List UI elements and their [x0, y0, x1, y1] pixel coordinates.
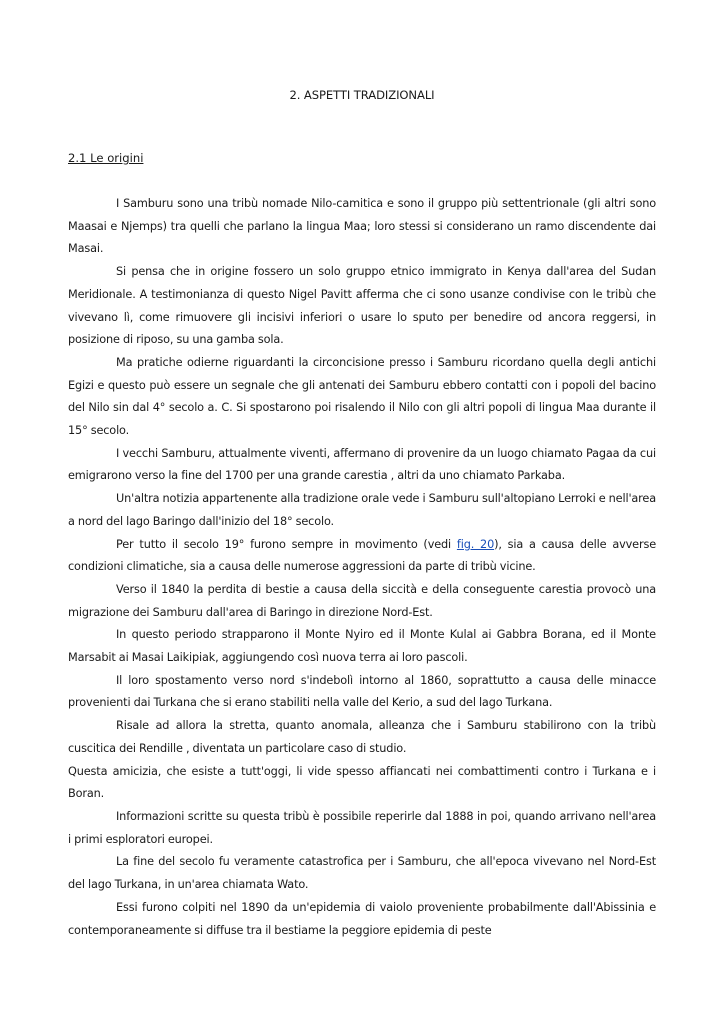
body-text [68, 193, 656, 942]
paragraph: Il loro spostamento verso nord s'indebolì intorno al 1860, soprattutto a causa delle minacce provenienti dai Turkana che si erano stabiliti nella valle del Kerio, a sud del lago Turkana. [68, 673, 656, 710]
paragraph: La fine del secolo fu veramente catastrofica per i Samburu, che all'epoca vivevano nel Nord-Est del lago Turkana, in un'area chiamata Wato. [68, 855, 656, 892]
paragraph-text: ), sia a causa delle avverse condizioni climatiche, sia a causa delle numerose aggressioni da parte di tribù vicine. [68, 537, 656, 574]
section-heading: 2.1 Le origini [68, 151, 144, 165]
paragraph: Risale ad allora la stretta, quanto anomala, alleanza che i Samburu stabilirono con la tribù cuscitica dei Rendille , diventata un particolare caso di studio. [68, 719, 656, 755]
paragraph: Un'altra notizia appartenente alla tradizione orale vede i Samburu sull'altopiano Lerroki e nell'area a nord del lago Baringo dall'inizio del 18° secolo. [68, 492, 656, 528]
paragraph: Questa amicizia, che esiste a tutt'oggi, li vide spesso affiancati nei combattimenti contro i Turkana e i Boran. [68, 764, 656, 801]
paragraph: Si pensa che in origine fossero un solo gruppo etnico immigrato in Kenya dall'area del Sudan Meridionale. A testimonianza di questo Nigel Pavitt afferma che ci sono usanze condivise con le tribù che vivevano lì, come rimuovere gli incisivi inferiori o usare lo sputo per benedire od ancora reggersi, in posizione di riposo, su una gamba sola. [68, 265, 656, 347]
paragraph-text: Per tutto il secolo 19° furono sempre in movimento (vedi [116, 537, 457, 551]
paragraph: Essi furono colpiti nel 1890 da un'epidemia di vaiolo proveniente probabilmente dall'Abissinia e contemporaneamente si diffuse tra il bestiame la peggiore epidemia di peste [68, 900, 656, 937]
chapter-title: 2. ASPETTI TRADIZIONALI [289, 88, 435, 102]
paragraph: I Samburu sono una tribù nomade Nilo-camitica e sono il gruppo più settentrionale (gli altri sono Maasai e Njemps) tra quelli che parlano la lingua Maa; loro stessi si considerano un ramo discendente dai Masai. [68, 197, 656, 256]
paragraph: I vecchi Samburu, attualmente viventi, affermano di provenire da un luogo chiamato Pagaa da cui emigrarono verso la fine del 1700 per una grande carestia , altri da uno chiamato Parkaba. [68, 446, 656, 483]
figure-link[interactable]: fig. 20 [456, 537, 495, 551]
paragraph: Ma pratiche odierne riguardanti la circoncisione presso i Samburu ricordano quella degli antichi Egizi e questo può essere un segnale che gli antenati dei Samburu ebbero contatti con i popoli del bacino del Nilo sin dal 4° secolo a. C. Si spostarono poi risalendo il Nilo con gli altri popoli di lingua Maa durante il 15° secolo. [68, 355, 656, 438]
paragraph: In questo periodo strapparono il Monte Nyiro ed il Monte Kulal ai Gabbra Borana, ed il Monte Marsabit ai Masai Laikipiak, aggiungendo così nuova terra ai loro pascoli. [68, 628, 656, 665]
paragraph: Informazioni scritte su questa tribù è possibile reperirle dal 1888 in poi, quando arrivano nell'area i primi esploratori europei. [68, 809, 656, 846]
paragraph: Verso il 1840 la perdita di bestie a causa della siccità e della conseguente carestia provocò una migrazione dei Samburu dall'area di Baringo in direzione Nord-Est. [68, 582, 656, 619]
paragraph [68, 534, 656, 579]
